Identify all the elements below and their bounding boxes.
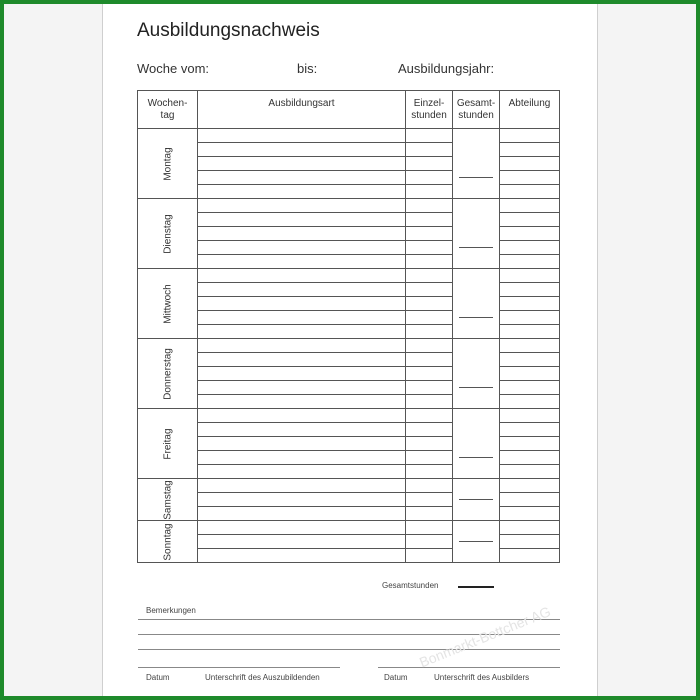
single-hours-cell[interactable] (406, 465, 453, 479)
weekday-label: Dienstag (162, 213, 173, 254)
total-hours-cell[interactable] (453, 437, 500, 451)
table-row (138, 423, 560, 437)
table-row (138, 395, 560, 409)
department-cell[interactable] (500, 199, 560, 213)
header-total-hours: Gesamt- stunden (453, 91, 500, 129)
day-total-line (459, 177, 493, 178)
total-hours-cell[interactable] (453, 241, 500, 255)
training-type-cell[interactable] (198, 325, 406, 339)
training-type-cell[interactable] (198, 143, 406, 157)
training-type-cell[interactable] (198, 465, 406, 479)
department-cell[interactable] (500, 409, 560, 423)
single-hours-cell[interactable] (406, 353, 453, 367)
single-hours-cell[interactable] (406, 535, 453, 549)
weekday-cell (138, 479, 198, 521)
table-row (138, 241, 560, 255)
total-hours-cell[interactable] (453, 325, 500, 339)
training-type-cell[interactable] (198, 269, 406, 283)
week-from-label: Woche vom: (137, 61, 210, 76)
training-type-cell[interactable] (198, 381, 406, 395)
training-type-cell[interactable] (198, 311, 406, 325)
weekday-cell (138, 269, 198, 339)
department-cell[interactable] (500, 353, 560, 367)
table-row (138, 199, 560, 213)
single-hours-cell[interactable] (406, 185, 453, 199)
table-row (138, 535, 560, 549)
total-hours-cell[interactable] (453, 479, 500, 493)
single-hours-cell[interactable] (406, 493, 453, 507)
total-hours-cell[interactable] (453, 353, 500, 367)
table-row (138, 479, 560, 493)
training-type-cell[interactable] (198, 171, 406, 185)
total-hours-cell[interactable] (453, 395, 500, 409)
total-hours-cell[interactable] (453, 535, 500, 549)
single-hours-cell[interactable] (406, 381, 453, 395)
total-hours-label: Gesamtstunden (382, 581, 439, 590)
single-hours-cell[interactable] (406, 269, 453, 283)
training-type-cell[interactable] (198, 297, 406, 311)
single-hours-cell[interactable] (406, 507, 453, 521)
single-hours-cell[interactable] (406, 339, 453, 353)
training-type-cell[interactable] (198, 157, 406, 171)
single-hours-cell[interactable] (406, 409, 453, 423)
header-weekday: Wochen- tag (138, 91, 198, 129)
department-cell[interactable] (500, 437, 560, 451)
training-type-cell[interactable] (198, 451, 406, 465)
department-cell[interactable] (500, 311, 560, 325)
table-row (138, 381, 560, 395)
training-log-table (137, 90, 560, 563)
total-hours-cell[interactable] (453, 423, 500, 437)
total-hours-cell[interactable] (453, 255, 500, 269)
department-cell[interactable] (500, 367, 560, 381)
trainee-signature-label: Unterschrift des Auszubildenden (205, 673, 320, 682)
table-row (138, 157, 560, 171)
weekday-cell (138, 339, 198, 409)
date-label-trainer: Datum (384, 673, 408, 682)
table-row (138, 521, 560, 535)
table-row (138, 367, 560, 381)
table-row (138, 171, 560, 185)
total-hours-cell[interactable] (453, 157, 500, 171)
department-cell[interactable] (500, 493, 560, 507)
training-type-cell[interactable] (198, 227, 406, 241)
department-cell[interactable] (500, 325, 560, 339)
training-type-cell[interactable] (198, 185, 406, 199)
table-row (138, 493, 560, 507)
table-row (138, 409, 560, 423)
header-training-type: Ausbildungsart (198, 91, 406, 129)
single-hours-cell[interactable] (406, 213, 453, 227)
training-type-cell[interactable] (198, 395, 406, 409)
table-row (138, 465, 560, 479)
department-cell[interactable] (500, 465, 560, 479)
weekday-label: Mittwoch (162, 283, 173, 324)
single-hours-cell[interactable] (406, 297, 453, 311)
total-hours-cell[interactable] (453, 227, 500, 241)
day-total-line (459, 317, 493, 318)
department-cell[interactable] (500, 213, 560, 227)
department-cell[interactable] (500, 255, 560, 269)
weekday-label: Freitag (162, 427, 173, 460)
training-type-cell[interactable] (198, 353, 406, 367)
total-hours-cell[interactable] (453, 213, 500, 227)
training-type-cell[interactable] (198, 549, 406, 563)
total-hours-cell[interactable] (453, 465, 500, 479)
header-single-hours: Einzel- stunden (406, 91, 453, 129)
single-hours-cell[interactable] (406, 437, 453, 451)
total-hours-cell[interactable] (453, 451, 500, 465)
training-type-cell[interactable] (198, 493, 406, 507)
single-hours-cell[interactable] (406, 283, 453, 297)
department-cell[interactable] (500, 185, 560, 199)
table-row (138, 549, 560, 563)
day-total-line (459, 499, 493, 500)
trainer-signature-label: Unterschrift des Ausbilders (434, 673, 530, 682)
total-hours-cell[interactable] (453, 297, 500, 311)
total-hours-cell[interactable] (453, 549, 500, 563)
weekday-label: Donnerstag (162, 347, 173, 400)
training-type-cell[interactable] (198, 241, 406, 255)
total-hours-cell[interactable] (453, 143, 500, 157)
table-row (138, 255, 560, 269)
single-hours-cell[interactable] (406, 129, 453, 143)
department-cell[interactable] (500, 241, 560, 255)
department-cell[interactable] (500, 423, 560, 437)
department-cell[interactable] (500, 535, 560, 549)
weekday-cell (138, 129, 198, 199)
total-hours-cell[interactable] (453, 521, 500, 535)
department-cell[interactable] (500, 339, 560, 353)
weekday-label: Samstag (162, 479, 173, 520)
table-row (138, 269, 560, 283)
training-type-cell[interactable] (198, 521, 406, 535)
department-cell[interactable] (500, 129, 560, 143)
table-row (138, 353, 560, 367)
department-cell[interactable] (500, 381, 560, 395)
department-cell[interactable] (500, 479, 560, 493)
department-cell[interactable] (500, 269, 560, 283)
trainer-signature-line (378, 667, 560, 668)
weekday-label: Sonntag (162, 522, 173, 561)
total-hours-cell[interactable] (453, 409, 500, 423)
training-type-cell[interactable] (198, 423, 406, 437)
training-type-cell[interactable] (198, 213, 406, 227)
weekday-label: Montag (162, 146, 173, 181)
training-type-cell[interactable] (198, 507, 406, 521)
single-hours-cell[interactable] (406, 227, 453, 241)
weekday-cell (138, 199, 198, 269)
table-row (138, 185, 560, 199)
total-hours-cell[interactable] (453, 311, 500, 325)
department-cell[interactable] (500, 157, 560, 171)
total-hours-cell[interactable] (453, 283, 500, 297)
table-row (138, 311, 560, 325)
table-row (138, 507, 560, 521)
day-total-line (459, 247, 493, 248)
single-hours-cell[interactable] (406, 423, 453, 437)
total-hours-cell[interactable] (453, 507, 500, 521)
single-hours-cell[interactable] (406, 549, 453, 563)
table-row (138, 451, 560, 465)
single-hours-cell[interactable] (406, 311, 453, 325)
department-cell[interactable] (500, 549, 560, 563)
training-type-cell[interactable] (198, 339, 406, 353)
single-hours-cell[interactable] (406, 395, 453, 409)
department-cell[interactable] (500, 143, 560, 157)
department-cell[interactable] (500, 283, 560, 297)
total-hours-cell[interactable] (453, 199, 500, 213)
header-department: Abteilung (500, 91, 560, 129)
remarks-line (138, 619, 560, 620)
date-label-trainee: Datum (146, 673, 170, 682)
watermark: Bonmarkt-Bottcher AG (417, 603, 553, 671)
total-hours-cell[interactable] (453, 339, 500, 353)
training-type-cell[interactable] (198, 367, 406, 381)
department-cell[interactable] (500, 171, 560, 185)
training-type-cell[interactable] (198, 409, 406, 423)
day-total-line (459, 457, 493, 458)
training-log-body (138, 129, 560, 563)
table-row (138, 283, 560, 297)
training-type-cell[interactable] (198, 437, 406, 451)
remarks-line (138, 649, 560, 650)
table-row (138, 227, 560, 241)
department-cell[interactable] (500, 297, 560, 311)
day-total-line (459, 387, 493, 388)
training-type-cell[interactable] (198, 255, 406, 269)
trainee-signature-line (138, 667, 340, 668)
total-hours-cell[interactable] (453, 381, 500, 395)
department-cell[interactable] (500, 227, 560, 241)
total-hours-cell[interactable] (453, 185, 500, 199)
single-hours-cell[interactable] (406, 521, 453, 535)
training-type-cell[interactable] (198, 129, 406, 143)
total-hours-line (458, 586, 494, 588)
department-cell[interactable] (500, 451, 560, 465)
department-cell[interactable] (500, 521, 560, 535)
form-title: Ausbildungsnachweis (137, 20, 320, 41)
table-row (138, 325, 560, 339)
table-row (138, 297, 560, 311)
single-hours-cell[interactable] (406, 325, 453, 339)
table-row (138, 339, 560, 353)
training-year-label: Ausbildungsjahr: (398, 61, 495, 76)
department-cell[interactable] (500, 395, 560, 409)
table-row (138, 143, 560, 157)
single-hours-cell[interactable] (406, 171, 453, 185)
single-hours-cell[interactable] (406, 451, 453, 465)
single-hours-cell[interactable] (406, 367, 453, 381)
single-hours-cell[interactable] (406, 199, 453, 213)
department-cell[interactable] (500, 507, 560, 521)
total-hours-cell[interactable] (453, 367, 500, 381)
single-hours-cell[interactable] (406, 241, 453, 255)
weekday-cell (138, 409, 198, 479)
training-type-cell[interactable] (198, 535, 406, 549)
total-hours-cell[interactable] (453, 171, 500, 185)
training-type-cell[interactable] (198, 283, 406, 297)
week-to-label: bis: (297, 61, 318, 76)
training-type-cell[interactable] (198, 199, 406, 213)
table-row (138, 129, 560, 143)
total-hours-cell[interactable] (453, 129, 500, 143)
training-type-cell[interactable] (198, 479, 406, 493)
single-hours-cell[interactable] (406, 479, 453, 493)
weekday-cell (138, 521, 198, 563)
table-row (138, 437, 560, 451)
single-hours-cell[interactable] (406, 143, 453, 157)
table-row (138, 213, 560, 227)
total-hours-cell[interactable] (453, 493, 500, 507)
single-hours-cell[interactable] (406, 157, 453, 171)
total-hours-cell[interactable] (453, 269, 500, 283)
remarks-label: Bemerkungen (146, 606, 196, 615)
single-hours-cell[interactable] (406, 255, 453, 269)
day-total-line (459, 541, 493, 542)
